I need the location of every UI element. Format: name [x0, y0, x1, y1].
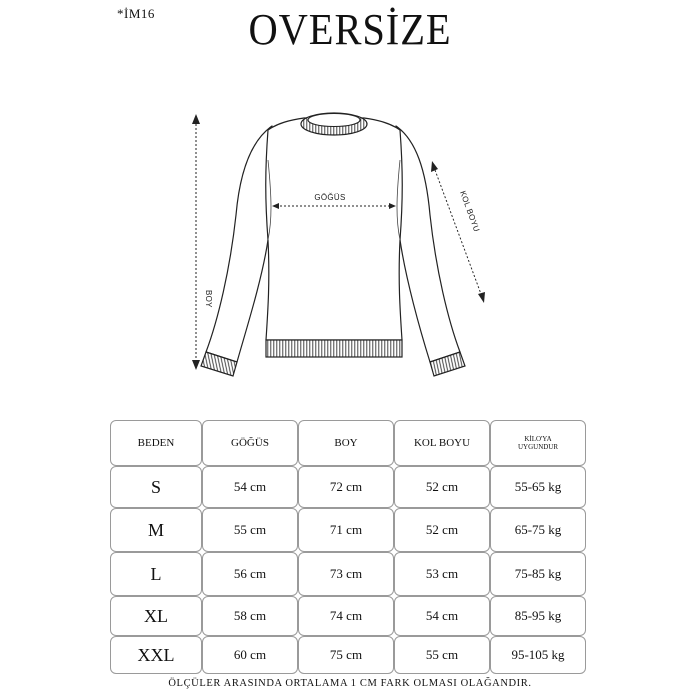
header-gogus: GÖĞÜS [202, 420, 298, 466]
size-l: L [110, 552, 202, 596]
weight-xl: 85-95 kg [490, 596, 586, 636]
length-l: 73 cm [298, 552, 394, 596]
chest-s: 54 cm [202, 466, 298, 508]
header-boy: BOY [298, 420, 394, 466]
header-kilo-line2: UYGUNDUR [517, 443, 559, 451]
weight-l: 75-85 kg [490, 552, 586, 596]
product-code: *İM16 [117, 6, 155, 21]
chest-l: 56 cm [202, 552, 298, 596]
length-label: BOY [204, 290, 213, 308]
weight-xxl: 95-105 kg [490, 636, 586, 674]
chest-xxl: 60 cm [202, 636, 298, 674]
sleeve-label: KOL BOYU [458, 189, 482, 234]
header-kilo-line1: KİLO'YA [524, 435, 552, 443]
length-measure [192, 114, 213, 370]
length-m: 71 cm [298, 508, 394, 552]
sleeve-xxl: 55 cm [394, 636, 490, 674]
weight-s: 55-65 kg [490, 466, 586, 508]
sleeve-m: 52 cm [394, 508, 490, 552]
sleeve-xl: 54 cm [394, 596, 490, 636]
length-s: 72 cm [298, 466, 394, 508]
measurement-note: ÖLÇÜLER ARASINDA ORTALAMA 1 CM FARK OLMASI OLAĞANDIR. [168, 678, 532, 689]
header-beden: BEDEN [110, 420, 202, 466]
header-kol-boyu: KOL BOYU [394, 420, 490, 466]
weight-m: 65-75 kg [490, 508, 586, 552]
hem-rib [266, 340, 402, 357]
size-xl: XL [110, 596, 202, 636]
sleeve-s: 52 cm [394, 466, 490, 508]
sleeve-l: 53 cm [394, 552, 490, 596]
chest-m: 55 cm [202, 508, 298, 552]
size-m: M [110, 508, 202, 552]
size-xxl: XXL [110, 636, 202, 674]
sweatshirt-outline [206, 118, 460, 362]
length-xl: 74 cm [298, 596, 394, 636]
size-s: S [110, 466, 202, 508]
length-xxl: 75 cm [298, 636, 394, 674]
header-kilo [490, 420, 586, 466]
chest-xl: 58 cm [202, 596, 298, 636]
chest-label: GÖĞÜS [314, 193, 346, 202]
collar-rib [301, 113, 367, 135]
page-title: OVERSİZE [248, 5, 452, 54]
